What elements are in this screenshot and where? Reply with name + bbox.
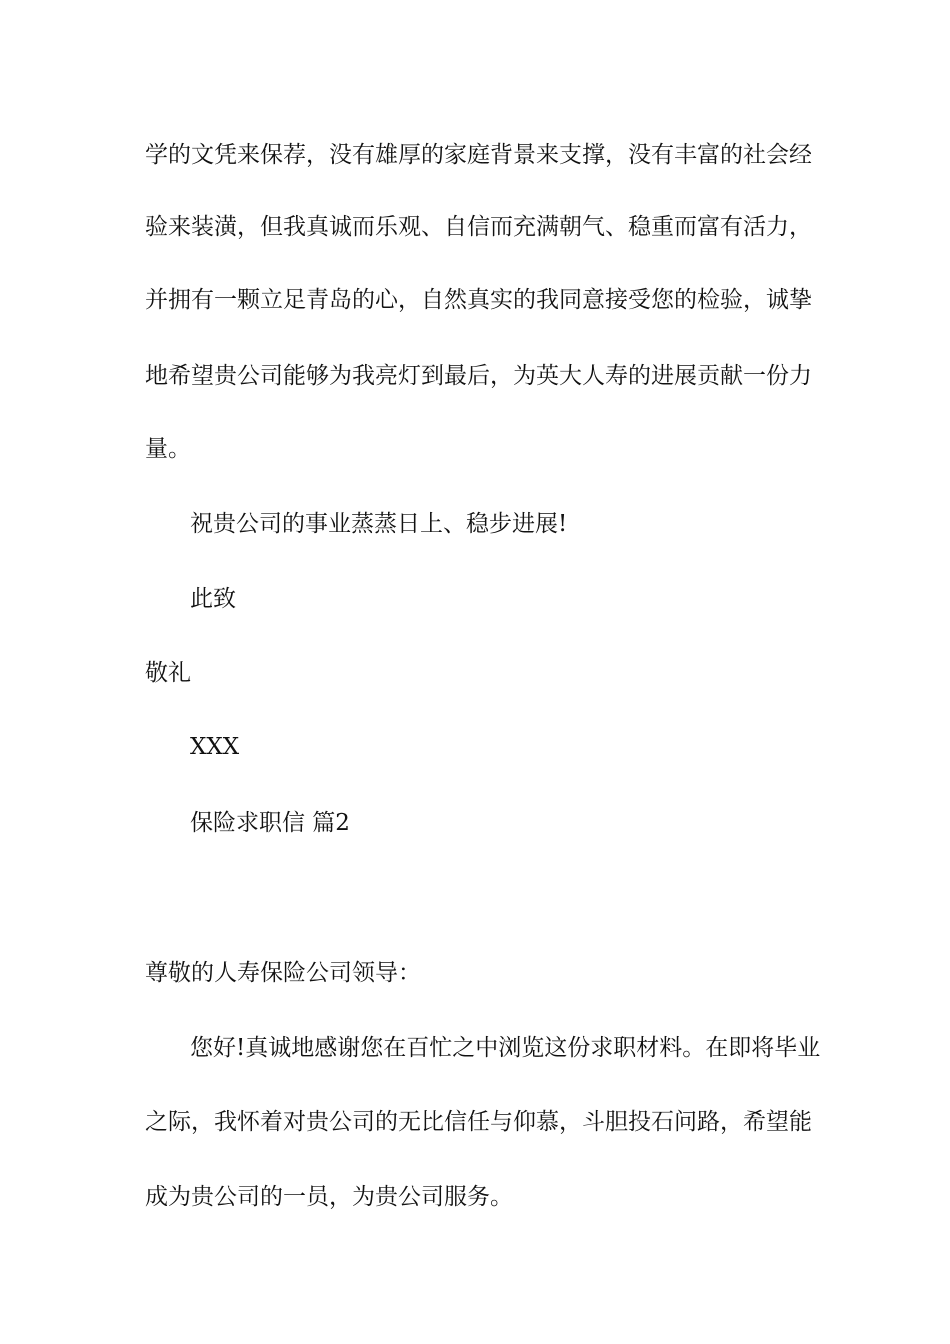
- paragraph-line: 验来装潢，但我真诚而乐观、自信而充满朝气、稳重而富有活力，: [145, 214, 812, 240]
- closing-line: 此致: [190, 586, 236, 612]
- paragraph-line: 学的文凭来保荐，没有雄厚的家庭背景来支撑，没有丰富的社会经: [145, 142, 812, 168]
- paragraph-line: 您好!真诚地感谢您在百忙之中浏览这份求职材料。在即将毕业: [190, 1035, 821, 1061]
- wish-line: 祝贵公司的事业蒸蒸日上、稳步进展!: [190, 511, 568, 537]
- paragraph-line: 地希望贵公司能够为我亮灯到最后，为英大人寿的进展贡献一份力: [145, 363, 812, 389]
- signature-line: XXX: [190, 734, 240, 760]
- salute-line: 敬礼: [145, 660, 191, 686]
- paragraph-line: 之际，我怀着对贵公司的无比信任与仰慕，斗胆投石问路，希望能: [145, 1109, 812, 1135]
- paragraph-line: 并拥有一颗立足青岛的心，自然真实的我同意接受您的检验，诚挚: [145, 287, 812, 313]
- greeting-line: 尊敬的人寿保险公司领导：: [145, 960, 421, 986]
- paragraph-line: 成为贵公司的一员，为贵公司服务。: [145, 1184, 513, 1210]
- paragraph-line: 量。: [145, 436, 191, 462]
- section-title: 保险求职信 篇2: [190, 810, 350, 836]
